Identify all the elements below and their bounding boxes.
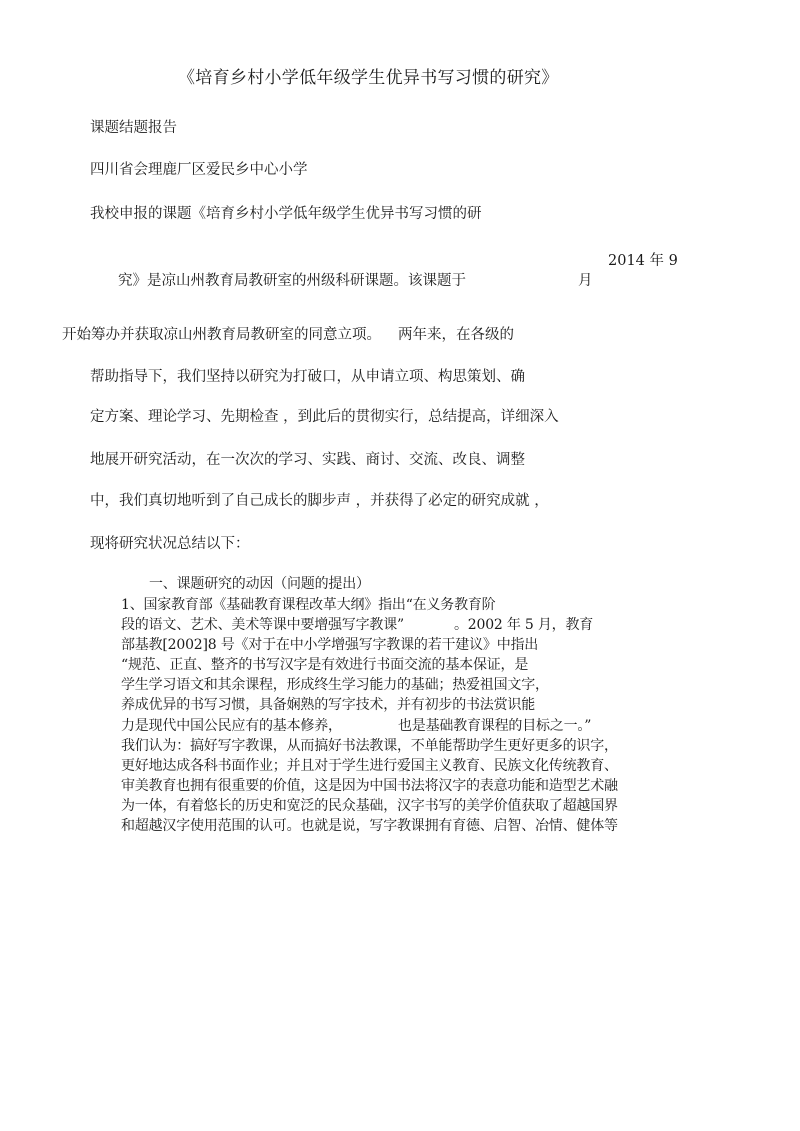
paragraph-line: 我校申报的课题《培育乡村小学低年级学生优异书写习惯的研	[90, 206, 482, 222]
paragraph-line: 定方案、理论学习、先期检查 ，到此后的贯彻实行，总结提高，详细深入	[90, 409, 559, 425]
paragraph-line: 两年来，在各级的	[398, 327, 514, 343]
paragraph-line: 地展开研究活动，在一次次的学习、实践、商讨、交流、改良、调整	[90, 452, 525, 468]
paragraph-line: 开始筹办并获取凉山州教育局教研室的同意立项。	[62, 327, 381, 343]
section-line: 1、国家教育部《基础教育课程改革大纲》指出“在义务教育阶	[121, 597, 496, 613]
section-line: 和超越汉字使用范围的认可。也就是说，写字教课拥有育德、启智、冶情、健体等	[121, 818, 618, 834]
section-line: 。2002 年 5 月，教育	[454, 617, 594, 633]
section-line: 审美教育也拥有很重要的价值，这是因为中国书法将汉字的表意功能和造型艺术融	[121, 778, 618, 794]
section-line: 段的语文、艺术、美术等课中要增强写字教课”	[121, 617, 404, 633]
section-line: 我们认为：搞好写字教课，从而搞好书法教课，不单能帮助学生更好更多的识字，	[121, 738, 618, 754]
paragraph-line: 现将研究状况总结以下：	[90, 536, 250, 552]
paragraph-line: 究》是凉山州教育局教研室的州级科研课题。该课题于	[118, 273, 466, 289]
document-title: 《培育乡村小学低年级学生优异书写习惯的研究》	[178, 68, 559, 88]
section-line: 养成优异的书写习惯，具备娴熟的写字技术，并有初步的书法赏识能	[121, 697, 535, 713]
section-heading: 一、课题研究的动因（问题的提出）	[149, 576, 370, 592]
paragraph-line: 帮助指导下，我们坚持以研究为打破口，从申请立项、构思策划、确	[90, 369, 525, 385]
school-name: 四川省会理鹿厂区爱民乡中心小学	[90, 162, 308, 178]
paragraph-line: 月	[578, 273, 593, 289]
section-line: 力是现代中国公民应有的基本修养，	[121, 718, 342, 734]
section-line: 部基教[2002]8 号《对于在中小学增强写字教课的若干建议》中指出	[121, 637, 539, 653]
paragraph-line: 中，我们真切地听到了自己成长的脚步声 ，并获得了必定的研究成就 ，	[90, 493, 549, 509]
report-subtitle: 课题结题报告	[90, 120, 177, 136]
section-line: 更好地达成各科书面作业；并且对于学生进行爱国主义教育、民族文化传统教育、	[121, 758, 618, 774]
section-line: “规范、正直、整齐的书写汉字是有效进行书面交流的基本保证，是	[121, 657, 529, 673]
section-line: 为一体，有着悠长的历史和宽泛的民众基础，汉字书写的美学价值获取了超越国界	[121, 798, 618, 814]
paragraph-line: 2014 年 9	[608, 253, 678, 269]
section-line: 学生学习语文和其余课程，形成终生学习能力的基础；热爱祖国文字，	[121, 677, 549, 693]
section-line: 也是基础教育课程的目标之一。”	[398, 718, 592, 734]
